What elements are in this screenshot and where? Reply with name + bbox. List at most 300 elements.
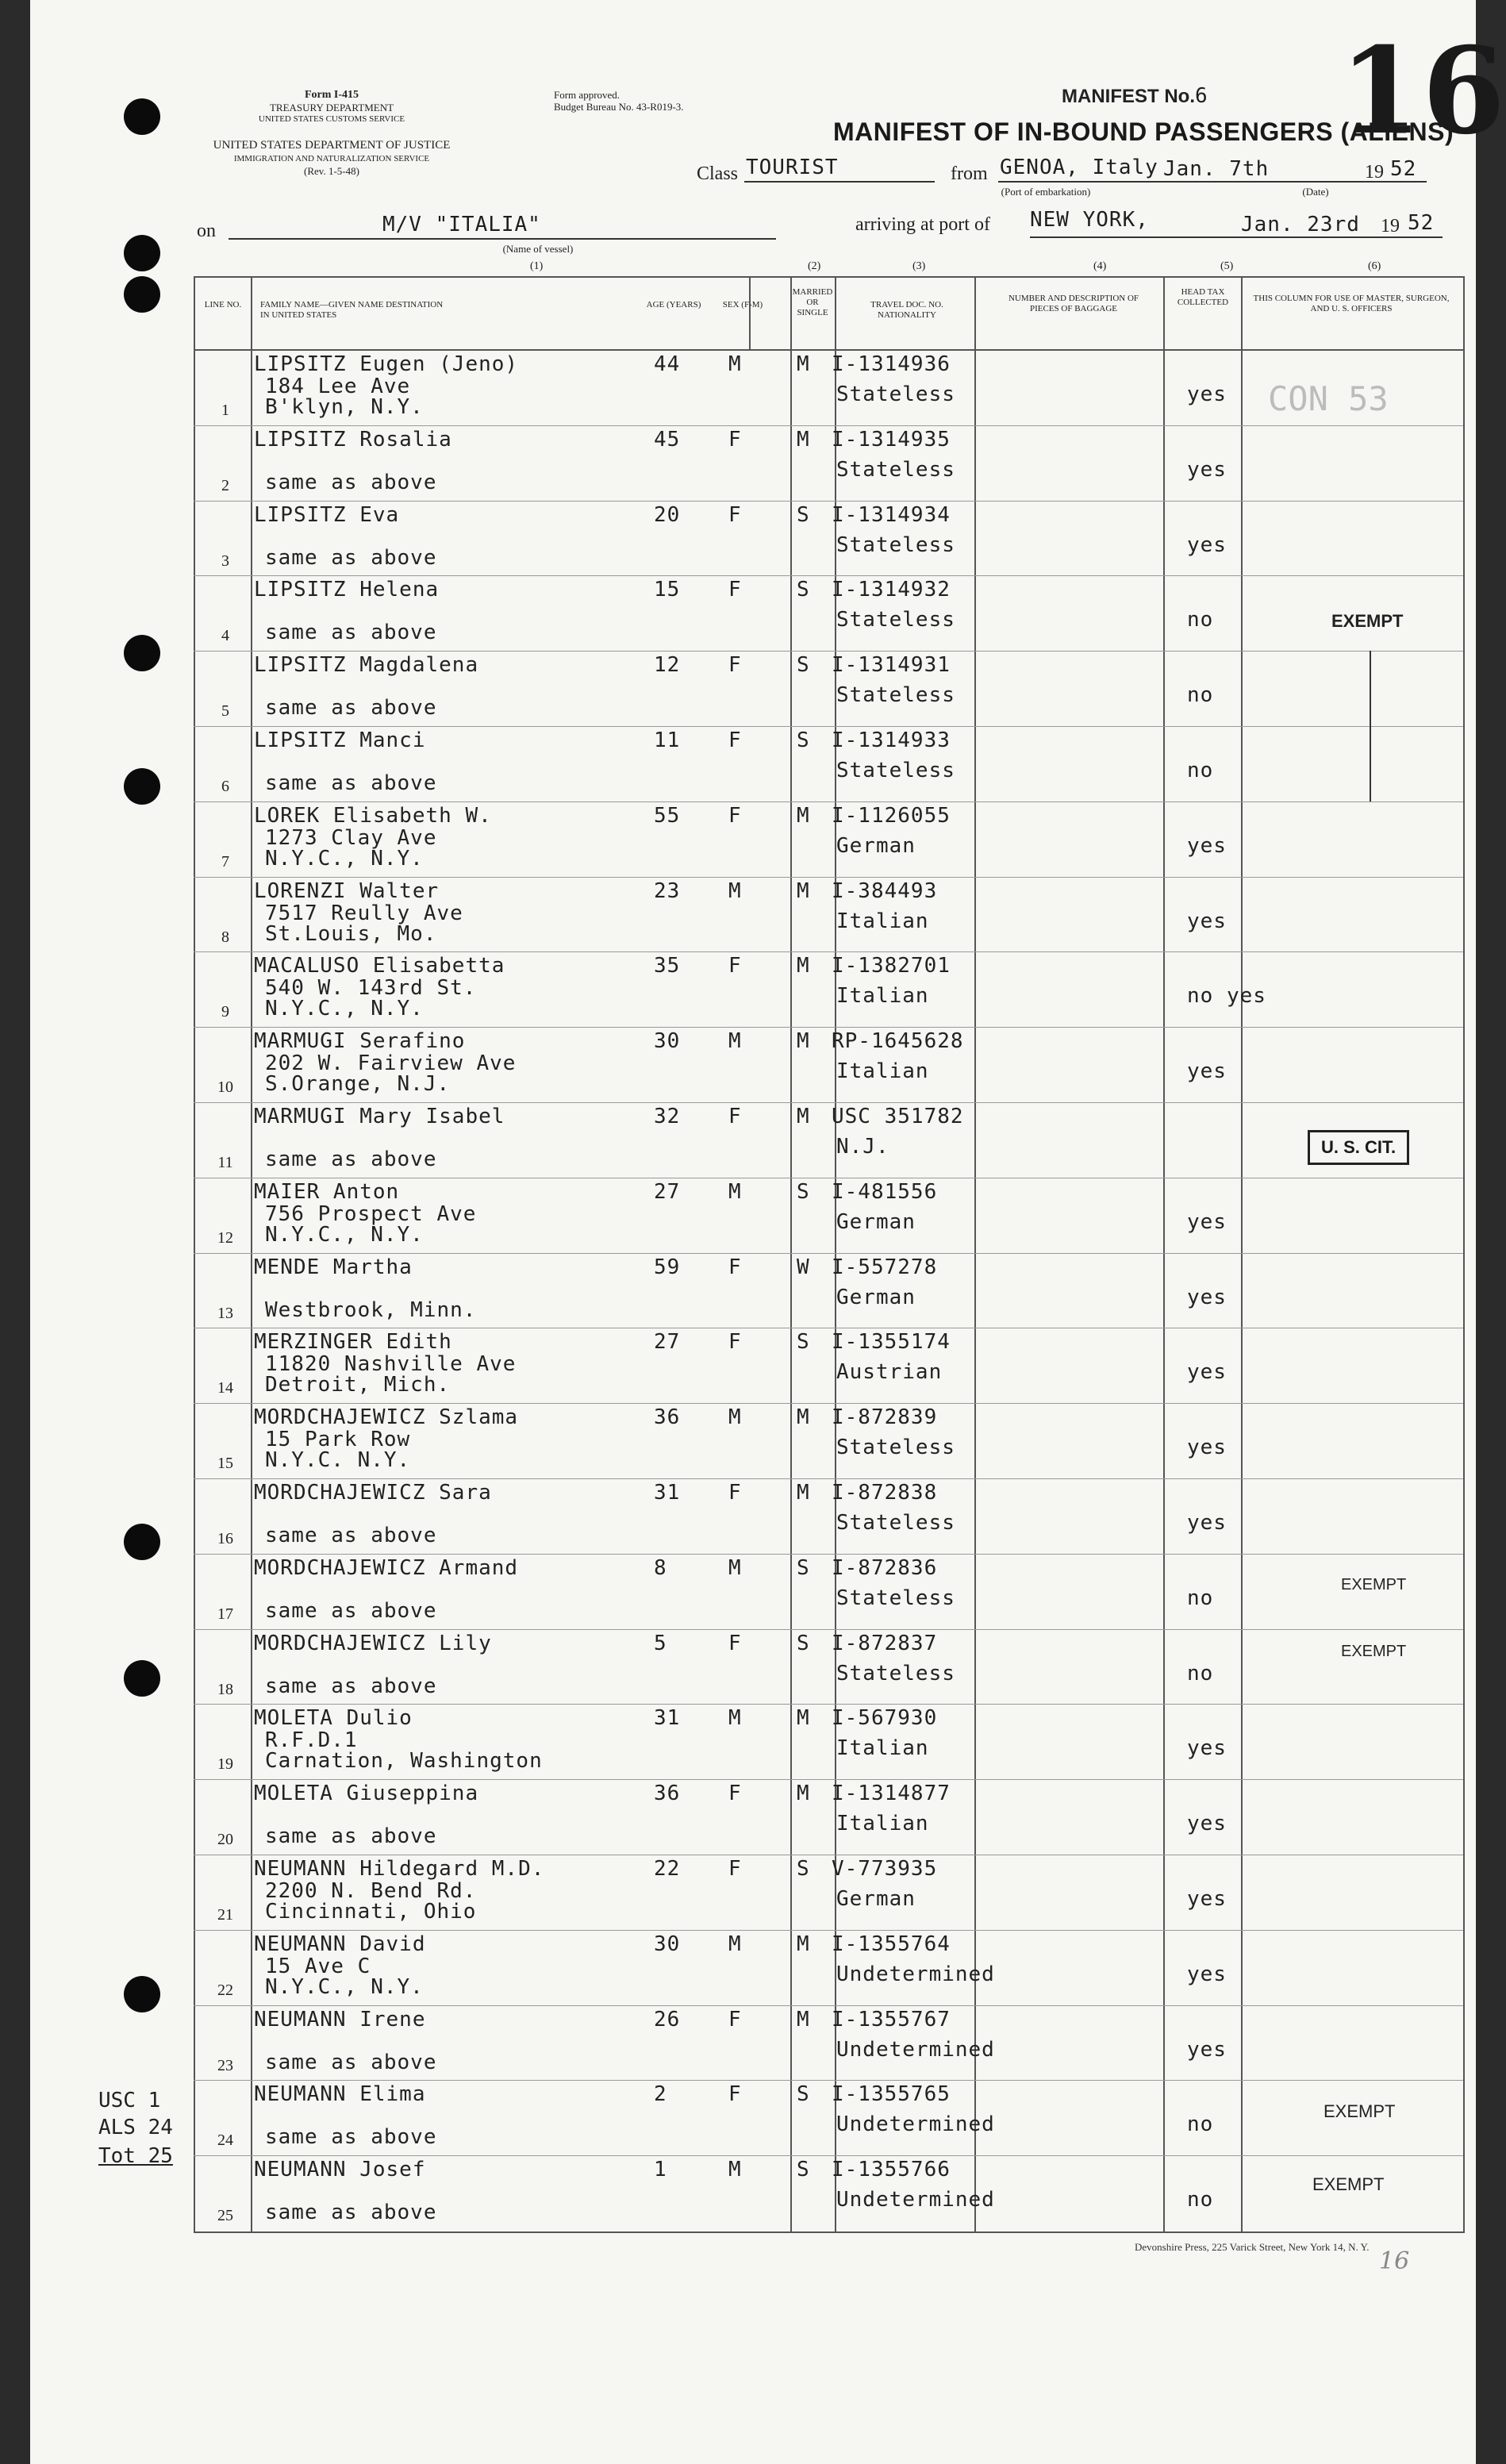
sex: M [728, 1706, 742, 1731]
class-value: TOURIST [746, 156, 839, 179]
passenger-name: MARMUGI Mary Isabel [254, 1105, 505, 1128]
from-label: from [951, 163, 988, 184]
table-bottom-border [194, 2231, 1463, 2233]
destination-line-2: same as above [265, 470, 437, 494]
travel-doc: I-872836 [832, 1555, 938, 1580]
marital-status: M [797, 1706, 810, 1731]
col-divider [1163, 276, 1165, 2233]
passenger-name: NEUMANN Hildegard M.D. [254, 1857, 545, 1881]
from-year: 52 [1390, 157, 1417, 181]
line-number: 16 [217, 1530, 233, 1547]
line-number: 5 [221, 702, 229, 721]
port-embark-caption: (Port of embarkation) [1001, 186, 1091, 198]
col-number-1: (1) [530, 260, 544, 272]
sex: M [728, 2158, 742, 2182]
vessel-name: M/V "ITALIA" [382, 213, 541, 236]
exempt-note-17: EXEMPT [1341, 1576, 1407, 1593]
on-label: on [197, 221, 216, 241]
destination-line-1: 15 Park Row [265, 1428, 411, 1452]
line-number: 17 [217, 1605, 233, 1623]
marital-status: S [797, 1330, 810, 1355]
age: 45 [654, 427, 681, 452]
nationality: German [836, 1887, 916, 1911]
col-header-name: FAMILY NAME—GIVEN NAME DESTINATION IN UNITED STATES [260, 300, 444, 320]
destination-line-1: 1273 Clay Ave [265, 825, 437, 850]
nationality: Austrian [836, 1360, 943, 1385]
nationality: Stateless [836, 457, 955, 482]
head-tax: yes [1187, 457, 1227, 482]
destination-line-2: N.Y.C., N.Y. [265, 846, 424, 871]
destination-line-1: 15 Ave C [265, 1954, 371, 1978]
line-number: 10 [217, 1078, 233, 1097]
nationality: Stateless [836, 1586, 955, 1610]
travel-doc: I-1355765 [832, 2082, 951, 2107]
age: 15 [654, 578, 681, 602]
age: 12 [654, 653, 681, 678]
marital-status: M [797, 427, 810, 452]
nationality: N.J. [836, 1135, 889, 1159]
row-divider [194, 425, 1463, 426]
age: 30 [654, 1932, 681, 1956]
passenger-name: LIPSITZ Eugen (Jeno) [254, 352, 519, 376]
nationality: Stateless [836, 1511, 955, 1535]
row-divider [194, 1027, 1463, 1028]
row-divider [194, 726, 1463, 727]
destination-line-2: St.Louis, Mo. [265, 921, 437, 946]
passenger-name: MOLETA Dulio [254, 1706, 413, 1731]
travel-doc: I-567930 [832, 1706, 938, 1731]
line-number: 11 [217, 1154, 233, 1171]
row-divider [194, 2005, 1463, 2006]
table-top-border [194, 276, 1463, 278]
row-divider [194, 651, 1463, 652]
travel-doc: I-1314934 [832, 502, 951, 527]
age: 26 [654, 2007, 681, 2032]
age: 31 [654, 1481, 681, 1505]
col-header-line: LINE NO. [204, 300, 242, 309]
head-tax: yes [1187, 1962, 1227, 1986]
col-number-3: (3) [912, 260, 926, 272]
vessel-underline [229, 238, 776, 240]
age: 59 [654, 1255, 681, 1279]
customs-service: UNITED STATES CUSTOMS SERVICE [258, 114, 405, 124]
line-number: 19 [217, 1755, 233, 1774]
arrival-date: Jan. 23rd [1241, 213, 1360, 236]
destination-line-2: N.Y.C. N.Y. [265, 1448, 411, 1473]
row-divider [194, 1253, 1463, 1254]
col-header-baggage: NUMBER AND DESCRIPTION OF PIECES OF BAGGAGE [1008, 294, 1139, 313]
marital-status: M [797, 1932, 810, 1956]
age: 36 [654, 1782, 681, 1806]
treasury-dept: TREASURY DEPARTMENT [269, 102, 394, 113]
marital-status: S [797, 2082, 810, 2107]
nationality: Italian [836, 1736, 929, 1761]
nationality: Stateless [836, 683, 955, 708]
arriving-label: arriving at port of [855, 214, 990, 235]
head-tax: no [1187, 2112, 1214, 2137]
line-number: 21 [217, 1906, 233, 1924]
col-number-6: (6) [1368, 260, 1381, 272]
nationality: German [836, 1209, 916, 1234]
sex: M [728, 1932, 742, 1956]
row-divider [194, 1554, 1463, 1555]
row-divider [194, 801, 1463, 802]
destination-line-2: same as above [265, 2201, 437, 2225]
head-tax: no [1187, 1586, 1214, 1610]
destination-line-2: Westbrook, Minn. [265, 1297, 477, 1322]
head-tax: yes [1187, 1059, 1227, 1084]
con-stamp: CON 53 [1268, 379, 1389, 418]
line-number: 1 [221, 402, 229, 419]
age: 11 [654, 728, 681, 752]
passenger-name: LORENZI Walter [254, 878, 440, 903]
marital-status: M [797, 1029, 810, 1054]
destination-line-2: N.Y.C., N.Y. [265, 997, 424, 1021]
passenger-name: LIPSITZ Helena [254, 578, 440, 602]
marital-status: M [797, 352, 810, 376]
age: 2 [654, 2082, 667, 2107]
age: 1 [654, 2158, 667, 2182]
travel-doc: I-384493 [832, 878, 938, 903]
travel-doc: I-872839 [832, 1405, 938, 1430]
marital-status: M [797, 1782, 810, 1806]
marital-status: S [797, 728, 810, 752]
passenger-name: MORDCHAJEWICZ Szlama [254, 1405, 519, 1430]
passenger-name: MORDCHAJEWICZ Sara [254, 1481, 492, 1505]
sex: F [728, 653, 742, 678]
sex: M [728, 352, 742, 376]
head-tax: yes [1187, 2037, 1227, 2062]
col-header-sex: SEX (F-M) [722, 300, 763, 309]
form-revision: (Rev. 1-5-48) [304, 165, 359, 177]
punch-hole [124, 235, 160, 271]
head-tax: no [1187, 759, 1214, 782]
travel-doc: I-1314931 [832, 653, 951, 678]
passenger-name: NEUMANN Elima [254, 2082, 426, 2107]
row-divider [194, 1930, 1463, 1931]
destination-line-2: same as above [265, 1524, 437, 1547]
sex: F [728, 578, 742, 602]
col-header-head-tax: HEAD TAX COLLECTED [1177, 287, 1229, 307]
from-underline [998, 181, 1427, 183]
sex: M [728, 1179, 742, 1204]
destination-line-1: 7517 Reully Ave [265, 901, 463, 925]
marital-status: S [797, 1179, 810, 1204]
travel-doc: I-1314933 [832, 728, 951, 752]
marital-status: M [797, 803, 810, 828]
punch-hole [124, 1976, 160, 2012]
sex: F [728, 954, 742, 978]
travel-doc: I-1314877 [832, 1782, 951, 1806]
line-number: 12 [217, 1228, 233, 1247]
travel-doc: I-1355764 [832, 1932, 951, 1956]
line-number: 4 [221, 627, 229, 645]
passenger-name: MACALUSO Elisabetta [254, 954, 505, 978]
from-port: GENOA, Italy [1000, 156, 1158, 179]
destination-line-2: same as above [265, 1824, 437, 1849]
row-divider [194, 2080, 1463, 2081]
sex: F [728, 1105, 742, 1128]
travel-doc: I-1314936 [832, 352, 951, 376]
col-divider [251, 276, 252, 2233]
class-label: Class [697, 163, 739, 184]
line-number: 3 [221, 552, 229, 570]
sex: F [728, 1857, 742, 1881]
nationality: Undetermined [836, 1962, 995, 1986]
passenger-name: MERZINGER Edith [254, 1330, 452, 1355]
sex: M [728, 1029, 742, 1054]
passenger-name: LIPSITZ Eva [254, 502, 400, 527]
nationality: German [836, 1285, 916, 1309]
col-divider [194, 276, 195, 2233]
age: 30 [654, 1029, 681, 1054]
punch-hole [124, 768, 160, 805]
row-divider [194, 575, 1463, 576]
line-number: 18 [217, 1680, 233, 1698]
passenger-name: MAIER Anton [254, 1179, 400, 1204]
arrival-port: NEW YORK, [1030, 208, 1149, 232]
vessel-caption: (Name of vessel) [502, 243, 574, 255]
destination-line-2: Cincinnati, Ohio [265, 1900, 477, 1924]
line-number: 13 [217, 1304, 233, 1322]
age: 22 [654, 1857, 681, 1881]
col-header-officers: THIS COLUMN FOR USE OF MASTER, SURGEON, AND U. S. OFFICERS [1253, 294, 1450, 313]
us-citizen-stamp: U. S. CIT. [1308, 1130, 1409, 1165]
marital-status: M [797, 1481, 810, 1505]
col-header-age: AGE (YEARS) [646, 300, 701, 309]
destination-line-1: 184 Lee Ave [265, 375, 411, 398]
destination-line-2: same as above [265, 1147, 437, 1171]
head-tax: yes [1187, 909, 1227, 933]
marital-status: M [797, 1405, 810, 1430]
sex: F [728, 502, 742, 527]
passenger-name: LOREK Elisabeth W. [254, 803, 492, 828]
travel-doc: I-1355767 [832, 2007, 951, 2032]
nationality: Italian [836, 909, 929, 933]
marital-status: M [797, 878, 810, 903]
destination-line-1: 756 Prospect Ave [265, 1201, 477, 1226]
row-divider [194, 877, 1463, 878]
line-number: 24 [217, 2131, 233, 2150]
row-divider [194, 1478, 1463, 1479]
travel-doc: I-481556 [832, 1179, 938, 1204]
passenger-name: MORDCHAJEWICZ Lily [254, 1631, 492, 1655]
travel-doc: I-1314932 [832, 578, 951, 602]
travel-doc: I-1355766 [832, 2158, 951, 2182]
destination-line-2: same as above [265, 2125, 437, 2150]
age: 8 [654, 1555, 667, 1580]
head-tax: yes [1187, 532, 1227, 557]
passenger-name: MORDCHAJEWICZ Armand [254, 1555, 519, 1580]
head-tax: yes [1187, 1285, 1227, 1309]
row-divider [194, 2155, 1463, 2156]
line-number: 25 [217, 2207, 233, 2225]
travel-doc: I-557278 [832, 1255, 938, 1279]
age: 35 [654, 954, 681, 978]
head-tax: yes [1187, 1812, 1227, 1836]
tally-als: ALS 24 [98, 2116, 173, 2139]
destination-line-2: same as above [265, 2050, 437, 2074]
sex: F [728, 1330, 742, 1355]
nationality: Stateless [836, 759, 955, 782]
arrival-year: 52 [1408, 211, 1435, 235]
destination-line-2: Detroit, Mich. [265, 1373, 451, 1397]
travel-doc: I-872838 [832, 1481, 938, 1505]
row-divider [194, 1102, 1463, 1103]
destination-line-2: same as above [265, 621, 437, 645]
arrival-underline [1030, 236, 1443, 238]
sex: M [728, 1405, 742, 1430]
nationality: Stateless [836, 382, 955, 406]
marital-status: M [797, 954, 810, 978]
travel-doc: I-1382701 [832, 954, 951, 978]
marital-status: M [797, 1105, 810, 1128]
age: 27 [654, 1330, 681, 1355]
punch-hole [124, 98, 160, 135]
marital-status: S [797, 502, 810, 527]
col-divider [749, 276, 751, 349]
age: 27 [654, 1179, 681, 1204]
from-date: Jan. 7th [1163, 157, 1270, 181]
travel-doc: I-1126055 [832, 803, 951, 828]
head-tax: no [1187, 683, 1214, 708]
age: 32 [654, 1105, 681, 1128]
head-tax: no [1187, 1661, 1214, 1686]
justice-dept: UNITED STATES DEPARTMENT OF JUSTICE [213, 139, 451, 152]
exempt-note-25: EXEMPT [1312, 2174, 1385, 2194]
exempt-note-18: EXEMPT [1341, 1643, 1407, 1660]
col-divider [1241, 276, 1243, 2233]
travel-doc: I-1314935 [832, 427, 951, 452]
destination-line-2: same as above [265, 771, 437, 795]
travel-doc: I-1355174 [832, 1330, 951, 1355]
age: 5 [654, 1631, 667, 1655]
line-number: 9 [221, 1003, 229, 1021]
passenger-name: LIPSITZ Rosalia [254, 427, 452, 452]
ins-service: IMMIGRATION AND NATURALIZATION SERVICE [233, 154, 430, 163]
travel-doc: I-872837 [832, 1631, 938, 1655]
passenger-name: NEUMANN Irene [254, 2007, 426, 2032]
line-number: 2 [221, 476, 229, 494]
sex: F [728, 1631, 742, 1655]
marital-status: W [797, 1255, 810, 1279]
budget-bureau: Budget Bureau No. 43-R019-3. [554, 101, 684, 113]
sex: F [728, 2082, 742, 2107]
age: 20 [654, 502, 681, 527]
marital-status: S [797, 578, 810, 602]
row-divider [194, 1403, 1463, 1404]
destination-line-2: N.Y.C., N.Y. [265, 1974, 424, 1999]
destination-line-2: S.Orange, N.J. [265, 1072, 451, 1097]
row-divider [194, 501, 1463, 502]
sex: F [728, 1481, 742, 1505]
sex: F [728, 2007, 742, 2032]
line-number: 23 [217, 2056, 233, 2074]
line-number: 6 [221, 778, 229, 795]
passenger-name: MOLETA Giuseppina [254, 1782, 479, 1806]
destination-line-1: 11820 Nashville Ave [265, 1352, 517, 1377]
row-divider [194, 1629, 1463, 1630]
sex: F [728, 1782, 742, 1806]
line-number: 8 [221, 928, 229, 946]
head-tax: no yes [1187, 984, 1266, 1009]
nationality: German [836, 833, 916, 858]
age: 44 [654, 352, 681, 376]
col-header-married: MARRIED OR SINGLE [792, 287, 833, 317]
head-tax: no [1187, 2188, 1214, 2212]
destination-line-1: 202 W. Fairview Ave [265, 1051, 517, 1076]
destination-line-1: R.F.D.1 [265, 1728, 358, 1753]
travel-doc: RP-1645628 [832, 1029, 964, 1054]
form-number: Form I-415 [304, 89, 359, 101]
col-number-4: (4) [1093, 260, 1107, 272]
page-number: 16 [1339, 21, 1505, 161]
form-approved: Form approved. [554, 89, 620, 101]
head-tax: yes [1187, 1209, 1227, 1234]
punch-hole [124, 276, 160, 313]
manifest-sheet [30, 0, 1505, 2464]
row-divider [194, 1704, 1463, 1705]
sex: F [728, 427, 742, 452]
tally-usc: USC 1 [98, 2089, 161, 2112]
line-number: 22 [217, 1981, 233, 1999]
line-number: 20 [217, 1831, 233, 1849]
sex: M [728, 878, 742, 903]
sex: F [728, 803, 742, 828]
marital-status: S [797, 653, 810, 678]
tally-total: Tot 25 [98, 2144, 173, 2168]
marital-status: S [797, 1857, 810, 1881]
nationality: Italian [836, 1059, 929, 1084]
col-divider [1463, 276, 1465, 2233]
destination-line-2: same as above [265, 1674, 437, 1698]
sex: F [728, 728, 742, 752]
col-number-2: (2) [808, 260, 821, 272]
nationality: Undetermined [836, 2037, 995, 2062]
nationality: Italian [836, 1812, 929, 1836]
passenger-name: LIPSITZ Manci [254, 728, 426, 752]
manifest-label: MANIFEST No. [1062, 86, 1195, 107]
nationality: Stateless [836, 1661, 955, 1686]
passenger-name: NEUMANN David [254, 1932, 426, 1956]
exempt-bracket-line [1370, 651, 1371, 801]
manifest-number: 6 [1195, 84, 1208, 108]
nationality: Italian [836, 984, 929, 1009]
destination-line-1: 2200 N. Bend Rd. [265, 1879, 477, 1903]
age: 31 [654, 1706, 681, 1731]
travel-doc: USC 351782 [832, 1105, 964, 1128]
head-tax: yes [1187, 833, 1227, 858]
head-tax: yes [1187, 1360, 1227, 1385]
destination-line-2: same as above [265, 1598, 437, 1623]
marital-status: S [797, 1631, 810, 1655]
sex: F [728, 1255, 742, 1279]
date-caption: (Date) [1302, 186, 1329, 198]
row-divider [194, 1779, 1463, 1780]
head-tax: yes [1187, 1511, 1227, 1535]
line-number: 14 [217, 1379, 233, 1397]
nationality: Undetermined [836, 2112, 995, 2137]
marital-status: S [797, 2158, 810, 2182]
destination-line-2: Carnation, Washington [265, 1749, 543, 1774]
destination-line-2: N.Y.C., N.Y. [265, 1222, 424, 1247]
punch-hole [124, 1660, 160, 1697]
printer-imprint: Devonshire Press, 225 Varick Street, New York 14, N. Y. [1135, 2241, 1370, 2253]
head-tax: yes [1187, 1736, 1227, 1761]
exempt-note-24: EXEMPT [1324, 2101, 1396, 2121]
nationality: Stateless [836, 608, 955, 632]
exempt-note-4: EXEMPT [1331, 611, 1404, 631]
